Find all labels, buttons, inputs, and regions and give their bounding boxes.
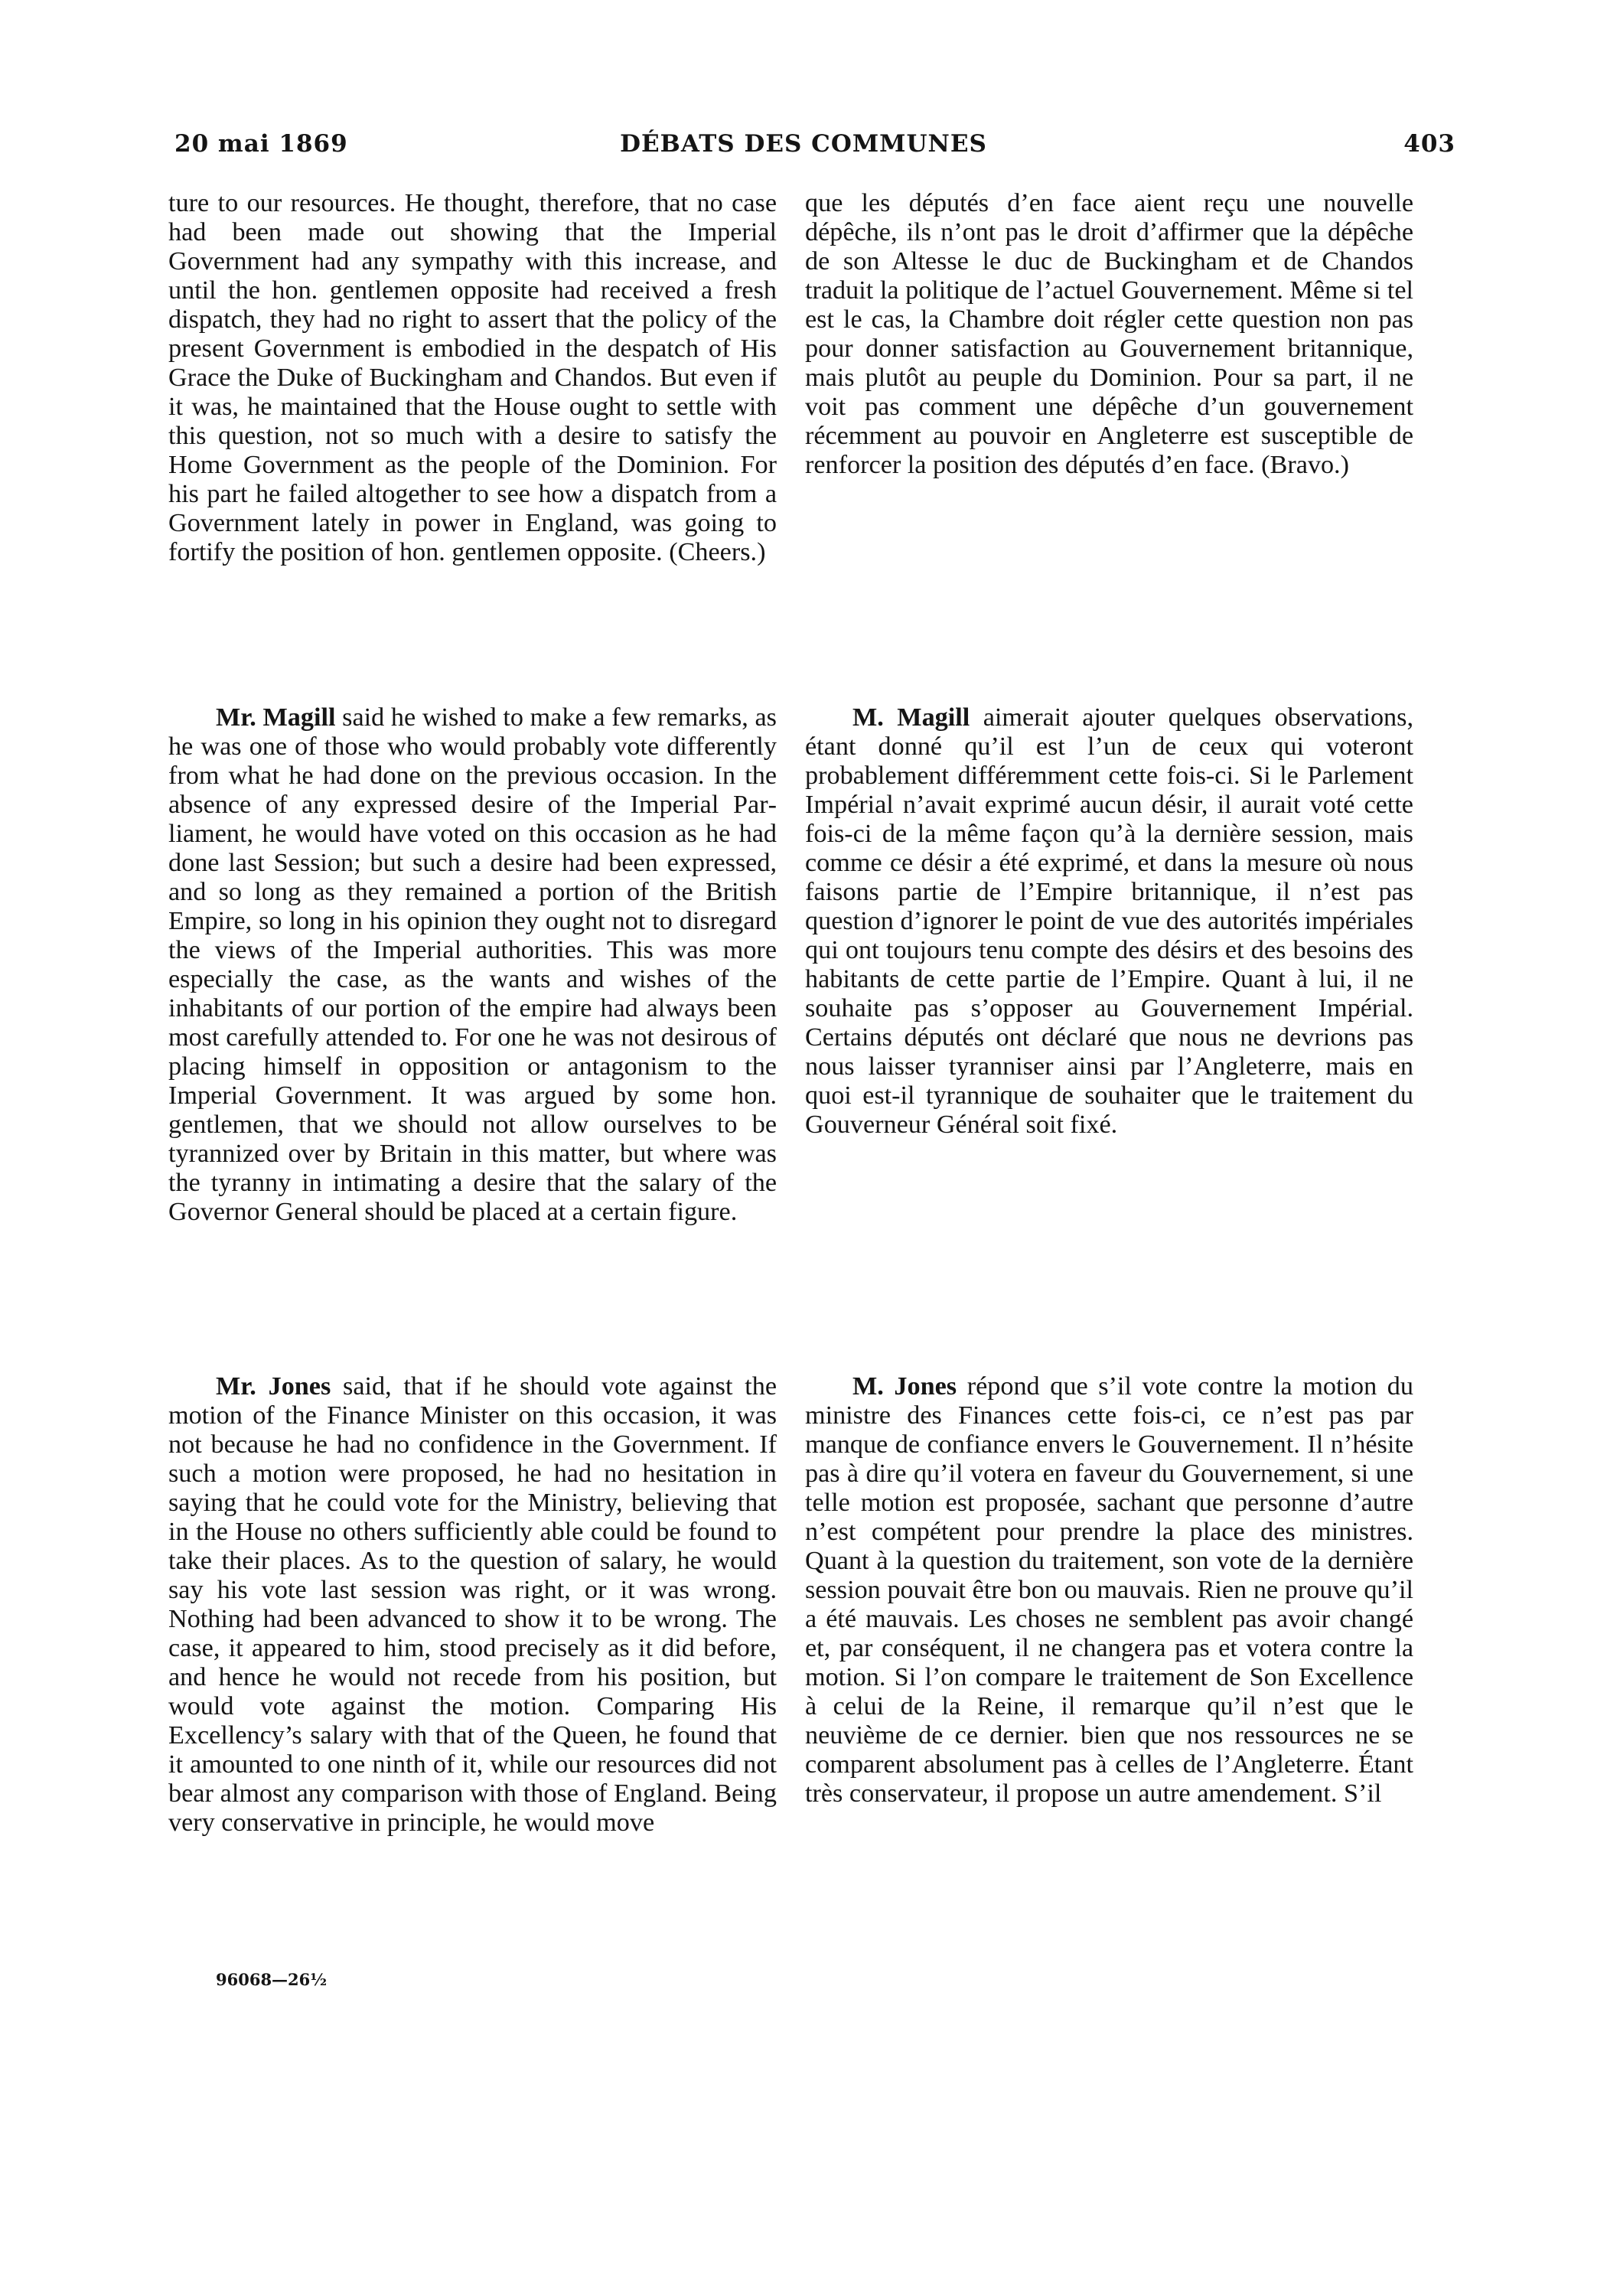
french-magill-speech <box>805 703 1413 1140</box>
french-jones-paragraph <box>805 1372 1413 1808</box>
running-title: DÉBATS DES COMMUNES <box>620 130 987 158</box>
english-magill-speech <box>168 703 777 1227</box>
french-paragraph-text: que les députés d’en face aient reçu une nouvelle dépêche, ils n’ont pas le droit d’affirmer que la dépêche de son Altesse le duc de Buckingham et de Chandos traduit la politique de l’actuel Gouvernement. Même si tel est le cas, la Chambre doit régler cette question non pas pour donner satisfaction au Gouvernement britannique, mais plutôt au peuple du Dominion. Pour sa part, il ne voit pas comment une dépêche d’un gouvernement récemment au pouvoir en Angleterre est susceptible de renforcer la position des députés d’en face. (Bravo.) <box>805 189 1413 479</box>
english-jones-paragraph <box>168 1372 777 1838</box>
speech-text: répond que s’il vote contre la motion du ministre des Finances cette fois-ci, ce n’est pas par manque de confiance envers le Gouvernement. Il n’hésite pas à dire qu’il votera en faveur du Gouvernement, si une telle motion est proposée, sachant que personne d’autre n’est compétent pour prendre la place des ministres. Quant à la question du traitement, son vote de la dernière session pouvait être bon ou mauvais. Rien ne prouve qu’il a été mauvais. Les choses ne semblent pas avoir changé et, par conséquent, il ne changera pas et votera contre la motion. Si l’on compare le traitement de Son Excellence à celui de la Reine, il remarque qu’il n’est que le neuvième de ce dernier. bien que nos ressources ne se comparent absolument pas à celles de l’Angleterre. Étant très conservateur, il propose un autre amendement. S’il <box>805 1372 1413 1808</box>
french-continuation-paragraph <box>805 189 1413 480</box>
english-magill-paragraph <box>168 703 777 1227</box>
speech-text: said, that if he should vote against the motion of the Finance Minister on this occasion, it was not because he had no confidence in the Government. If such a motion were proposed, he had no hesitation in saying that he could vote for the Ministry, believing that in the House no others sufficiently able could be found to take their places. As to the question of salary, he would say his vote last session was right, or it was wrong. Nothing had been advanced to show it to be wrong. The case, it appeared to him, stood precisely as it did before, and hence he would not recede from his position, but would vote against the motion. Comparing His Excellency’s salary with that of the Queen, he found that it amounted to one ninth of it, while our resources did not bear almost any comparison with those of England. Being very conservative in principle, he would move <box>168 1372 777 1837</box>
page-date: 20 mai 1869 <box>174 130 348 158</box>
english-continuation-paragraph <box>168 189 777 567</box>
page-number: 403 <box>1403 130 1455 158</box>
speech-text: said he wished to make a few remarks, as he was one of those who would probably vote differently from what he had done on the previous occasion. In the absence of any expressed desire of the Imperial Parliament, he would have voted on this occasion as he had done last Session; but such a desire had been expressed, and so long as they remained a portion of the British Empire, so long in his opinion they ought not to disregard the views of the Imperial authorities. This was more especially the case, as the wants and wishes of the inhabitants of our portion of the empire had always been most carefully attended to. For one he was not desirous of placing himself in opposition or antagonism to the Imperial Government. It was argued by some hon. gentlemen, that we should not allow ourselves to be tyrannized over by Britain in this matter, but where was the tyranny in intimating a desire that the salary of the Governor General should be placed at a certain figure. <box>168 703 777 1226</box>
printer-signature: 96068—26½ <box>216 1970 328 1989</box>
english-paragraph-text: ture to our resources. He thought, therefore, that no case had been made out showing that the Imperial Government had any sympathy with this increase, and until the hon. gentlemen opposite had received a fresh dispatch, they had no right to assert that the policy of the present Government is embodied in the despatch of His Grace the Duke of Buckingham and Chandos. But even if it was, he maintained that the House ought to settle with this question, not so much with a desire to satisfy the Home Government as the people of the Dominion. For his part he failed altogether to see how a dispatch from a Government lately in power in England, was going to fortify the position of hon. gentlemen opposite. (Cheers.) <box>168 189 777 566</box>
english-jones-speech <box>168 1372 777 1838</box>
french-jones-speech <box>805 1372 1413 1808</box>
speaker-name: Mr. Magill <box>216 703 336 732</box>
speaker-name: M. Magill <box>852 703 970 732</box>
speech-text: aimerait ajouter quelques observations, étant donné qu’il est l’un de ceux qui voteront probablement différemment cette fois-ci. Si le Parlement Impérial n’avait exprimé aucun désir, il aurait voté cette fois-ci de la même façon qu’à la dernière session, mais comme ce désir a été exprimé, et dans la mesure où nous faisons partie de l’Empire britannique, il n’est pas question d’ignorer le point de vue des autorités impériales qui ont toujours tenu compte des désirs et des besoins des habitants de cette partie de l’Empire. Quant à lui, il ne souhaite pas s’opposer au Gouvernement Impérial. Certains députés ont déclaré que nous ne devrions pas nous laisser tyranniser ainsi par l’Angleterre, mais en quoi est-il tyrannique de souhaiter que le traitement du Gouverneur Général soit fixé. <box>805 703 1414 1139</box>
speaker-name: Mr. Jones <box>216 1372 331 1401</box>
french-magill-paragraph <box>805 703 1413 1140</box>
speaker-name: M. Jones <box>852 1372 957 1401</box>
